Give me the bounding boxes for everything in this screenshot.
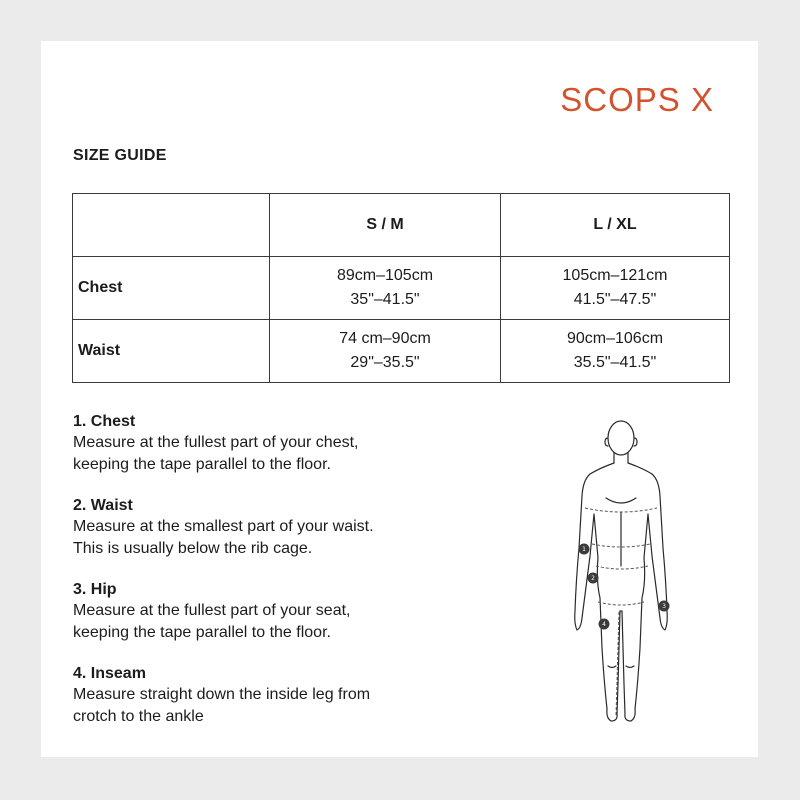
table-cell [501, 320, 730, 383]
instruction-heading: 1. Chest [73, 413, 136, 430]
table-cell [501, 257, 730, 320]
figure-marker-2: 2 [591, 575, 595, 582]
instruction-line: Measure straight down the inside leg from [73, 686, 371, 703]
size-table [72, 193, 730, 383]
cell-imperial: 35"–41.5" [350, 291, 420, 308]
size-guide-card [41, 41, 758, 757]
brand-logo: SCOPS X [560, 81, 714, 118]
table-cell [270, 320, 501, 383]
instruction-waist [73, 496, 473, 560]
row-label-waist: Waist [73, 320, 270, 383]
table-header-l-xl: L / XL [501, 194, 730, 257]
instruction-line: Measure at the smallest part of your waist. [73, 518, 374, 535]
instruction-chest [73, 412, 473, 476]
cell-metric: 105cm–121cm [562, 267, 668, 284]
instruction-line: Measure at the fullest part of your seat, [73, 602, 351, 619]
page-title: SIZE GUIDE [73, 147, 167, 164]
figure-marker-1: 1 [582, 546, 586, 553]
instruction-line: This is usually below the rib cage. [73, 540, 313, 557]
instruction-line: keeping the tape parallel to the floor. [73, 624, 331, 641]
instruction-heading: 3. Hip [73, 581, 117, 598]
cell-metric: 74 cm–90cm [339, 330, 431, 347]
instruction-heading: 4. Inseam [73, 665, 146, 682]
body-measurement-figure-icon [566, 416, 676, 746]
row-label-chest: Chest [73, 257, 270, 320]
cell-imperial: 41.5"–47.5" [573, 291, 657, 308]
cell-imperial: 29"–35.5" [350, 354, 420, 371]
table-cell [270, 257, 501, 320]
cell-metric: 90cm–106cm [566, 330, 664, 347]
instruction-line: crotch to the ankle [73, 708, 204, 725]
table-header-row [73, 194, 730, 257]
cell-metric: 89cm–105cm [336, 267, 434, 284]
instruction-hip [73, 580, 473, 644]
table-row-waist [73, 320, 730, 383]
figure-marker-3: 3 [662, 603, 666, 610]
cell-imperial: 35.5"–41.5" [573, 354, 657, 371]
instruction-heading: 2. Waist [73, 497, 133, 514]
figure-marker-4: 4 [602, 621, 606, 628]
instruction-line: Measure at the fullest part of your chest, [73, 434, 359, 451]
table-header-empty [73, 194, 270, 257]
table-header-s-m: S / M [270, 194, 501, 257]
table-row-chest [73, 257, 730, 320]
instruction-inseam [73, 664, 473, 728]
instruction-line: keeping the tape parallel to the floor. [73, 456, 331, 473]
measurement-instructions [73, 412, 473, 748]
